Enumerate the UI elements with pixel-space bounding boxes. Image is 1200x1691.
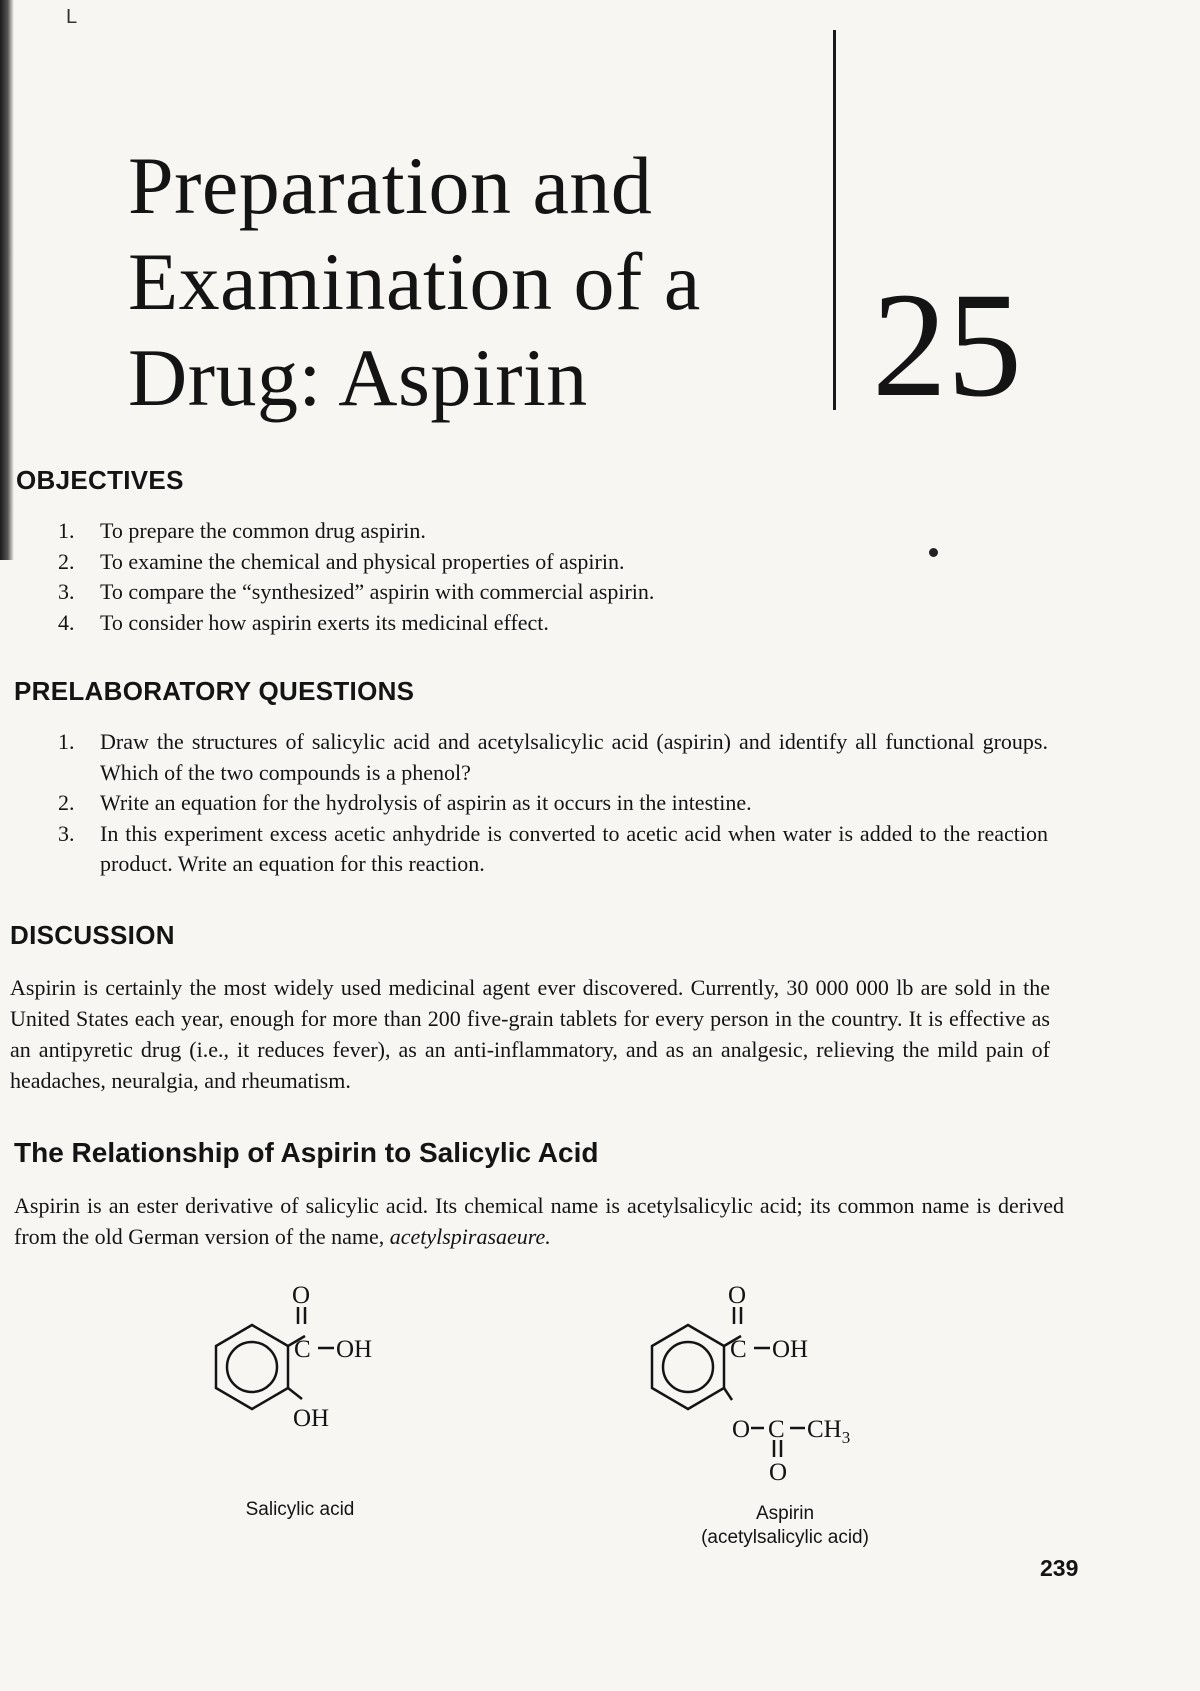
objective-text: To examine the chemical and physical properties of aspirin. (100, 548, 625, 574)
prelab-text: In this experiment excess acetic anhydride is converted to acetic acid when water is added to the reaction product. Write an equation for this reaction. (100, 820, 1048, 876)
methyl-group: $CH_3$ (807, 1416, 851, 1447)
carbonyl-oxygen: O (728, 1282, 747, 1309)
corner-mark: L (66, 6, 78, 28)
carboxyl-hydroxyl: OH (772, 1336, 809, 1363)
objective-item (58, 516, 858, 547)
ester-carbon: C (768, 1416, 785, 1443)
stray-dot (929, 548, 938, 557)
aromatic-circle (227, 1342, 277, 1392)
aspirin-label-chemical-name: (acetylsalicylic acid) (701, 1527, 869, 1548)
aromatic-circle (663, 1342, 713, 1392)
objective-number: 4. (58, 609, 75, 635)
chapter-title-line-1: Preparation and (128, 140, 653, 231)
discussion-heading: DISCUSSION (10, 920, 175, 950)
title-divider (833, 30, 836, 410)
carboxyl-carbon: C (730, 1336, 747, 1363)
prelab-text: Write an equation for the hydrolysis of aspirin as it occurs in the intestine. (100, 790, 752, 815)
chapter-number: 25 (872, 262, 1022, 428)
phenol-hydroxyl: OH (293, 1405, 330, 1432)
scan-edge-shadow (0, 0, 14, 560)
prelab-text: Draw the structures of salicylic acid and acetylsalicylic acid (aspirin) and identify all functional groups. Which of the two compounds is a phenol? (100, 729, 1048, 785)
relationship-heading: The Relationship of Aspirin to Salicylic Acid (14, 1137, 599, 1168)
relationship-text: Aspirin is an ester derivative of salicylic acid. Its chemical name is acetylsalicylic acid; its common name is derived from the old German version of the name, (14, 1193, 1064, 1249)
aspirin-label (675, 1502, 895, 1550)
objective-text: To compare the “synthesized” aspirin with commercial aspirin. (100, 579, 655, 604)
prelab-item (58, 788, 1048, 819)
german-name: acetylspirasaeure. (389, 1224, 551, 1249)
page-number: 239 (1040, 1555, 1079, 1581)
chapter-title (128, 138, 701, 426)
prelab-item (58, 727, 1048, 788)
objective-number: 3. (58, 579, 75, 604)
prelab-number: 2. (58, 790, 75, 815)
objective-item (58, 577, 858, 608)
objective-item (58, 547, 858, 578)
discussion-paragraph: Aspirin is certainly the most widely used medicinal agent ever discovered. Currently, 30 000 000 lb are sold in the United States each year, enough for more than 200 five-grain tablets for every person in the country. It is effective as an antipyretic drug (i.e., it reduces fever), as an anti-inflammatory, and as an analgesic, relieving the mild pain of headaches, neuralgia, and rheumatism. (10, 975, 1050, 1093)
objective-item (58, 608, 858, 639)
carbonyl-oxygen: O (292, 1282, 311, 1309)
salicylic-acid-label: Salicylic acid (245, 1499, 355, 1520)
aspirin-label-name: Aspirin (755, 1503, 815, 1524)
relationship-paragraph (14, 1190, 1064, 1252)
carboxyl-hydroxyl: OH (336, 1336, 373, 1363)
aspirin-structure (622, 1282, 902, 1486)
prelab-item (58, 819, 1048, 880)
salicylic-acid-structure (190, 1282, 420, 1442)
objectives-list (58, 516, 858, 638)
chapter-title-line-3: Drug: Aspirin (128, 332, 588, 423)
objective-text: To prepare the common drug aspirin. (100, 518, 426, 543)
prelab-heading: PRELABORATORY QUESTIONS (14, 676, 415, 706)
ester-carbonyl-oxygen: O (769, 1459, 788, 1486)
objective-text: To consider how aspirin exerts its medicinal effect. (100, 609, 549, 635)
prelab-number: 1. (58, 729, 75, 754)
prelab-list (58, 727, 1048, 880)
objectives-heading: OBJECTIVES (16, 465, 184, 495)
objective-number: 2. (58, 548, 75, 574)
chapter-title-line-2: Examination of a (128, 236, 701, 327)
objective-number: 1. (58, 518, 75, 543)
carboxyl-carbon: C (294, 1336, 311, 1363)
ester-oxygen: O (732, 1416, 751, 1443)
prelab-number: 3. (58, 820, 75, 846)
